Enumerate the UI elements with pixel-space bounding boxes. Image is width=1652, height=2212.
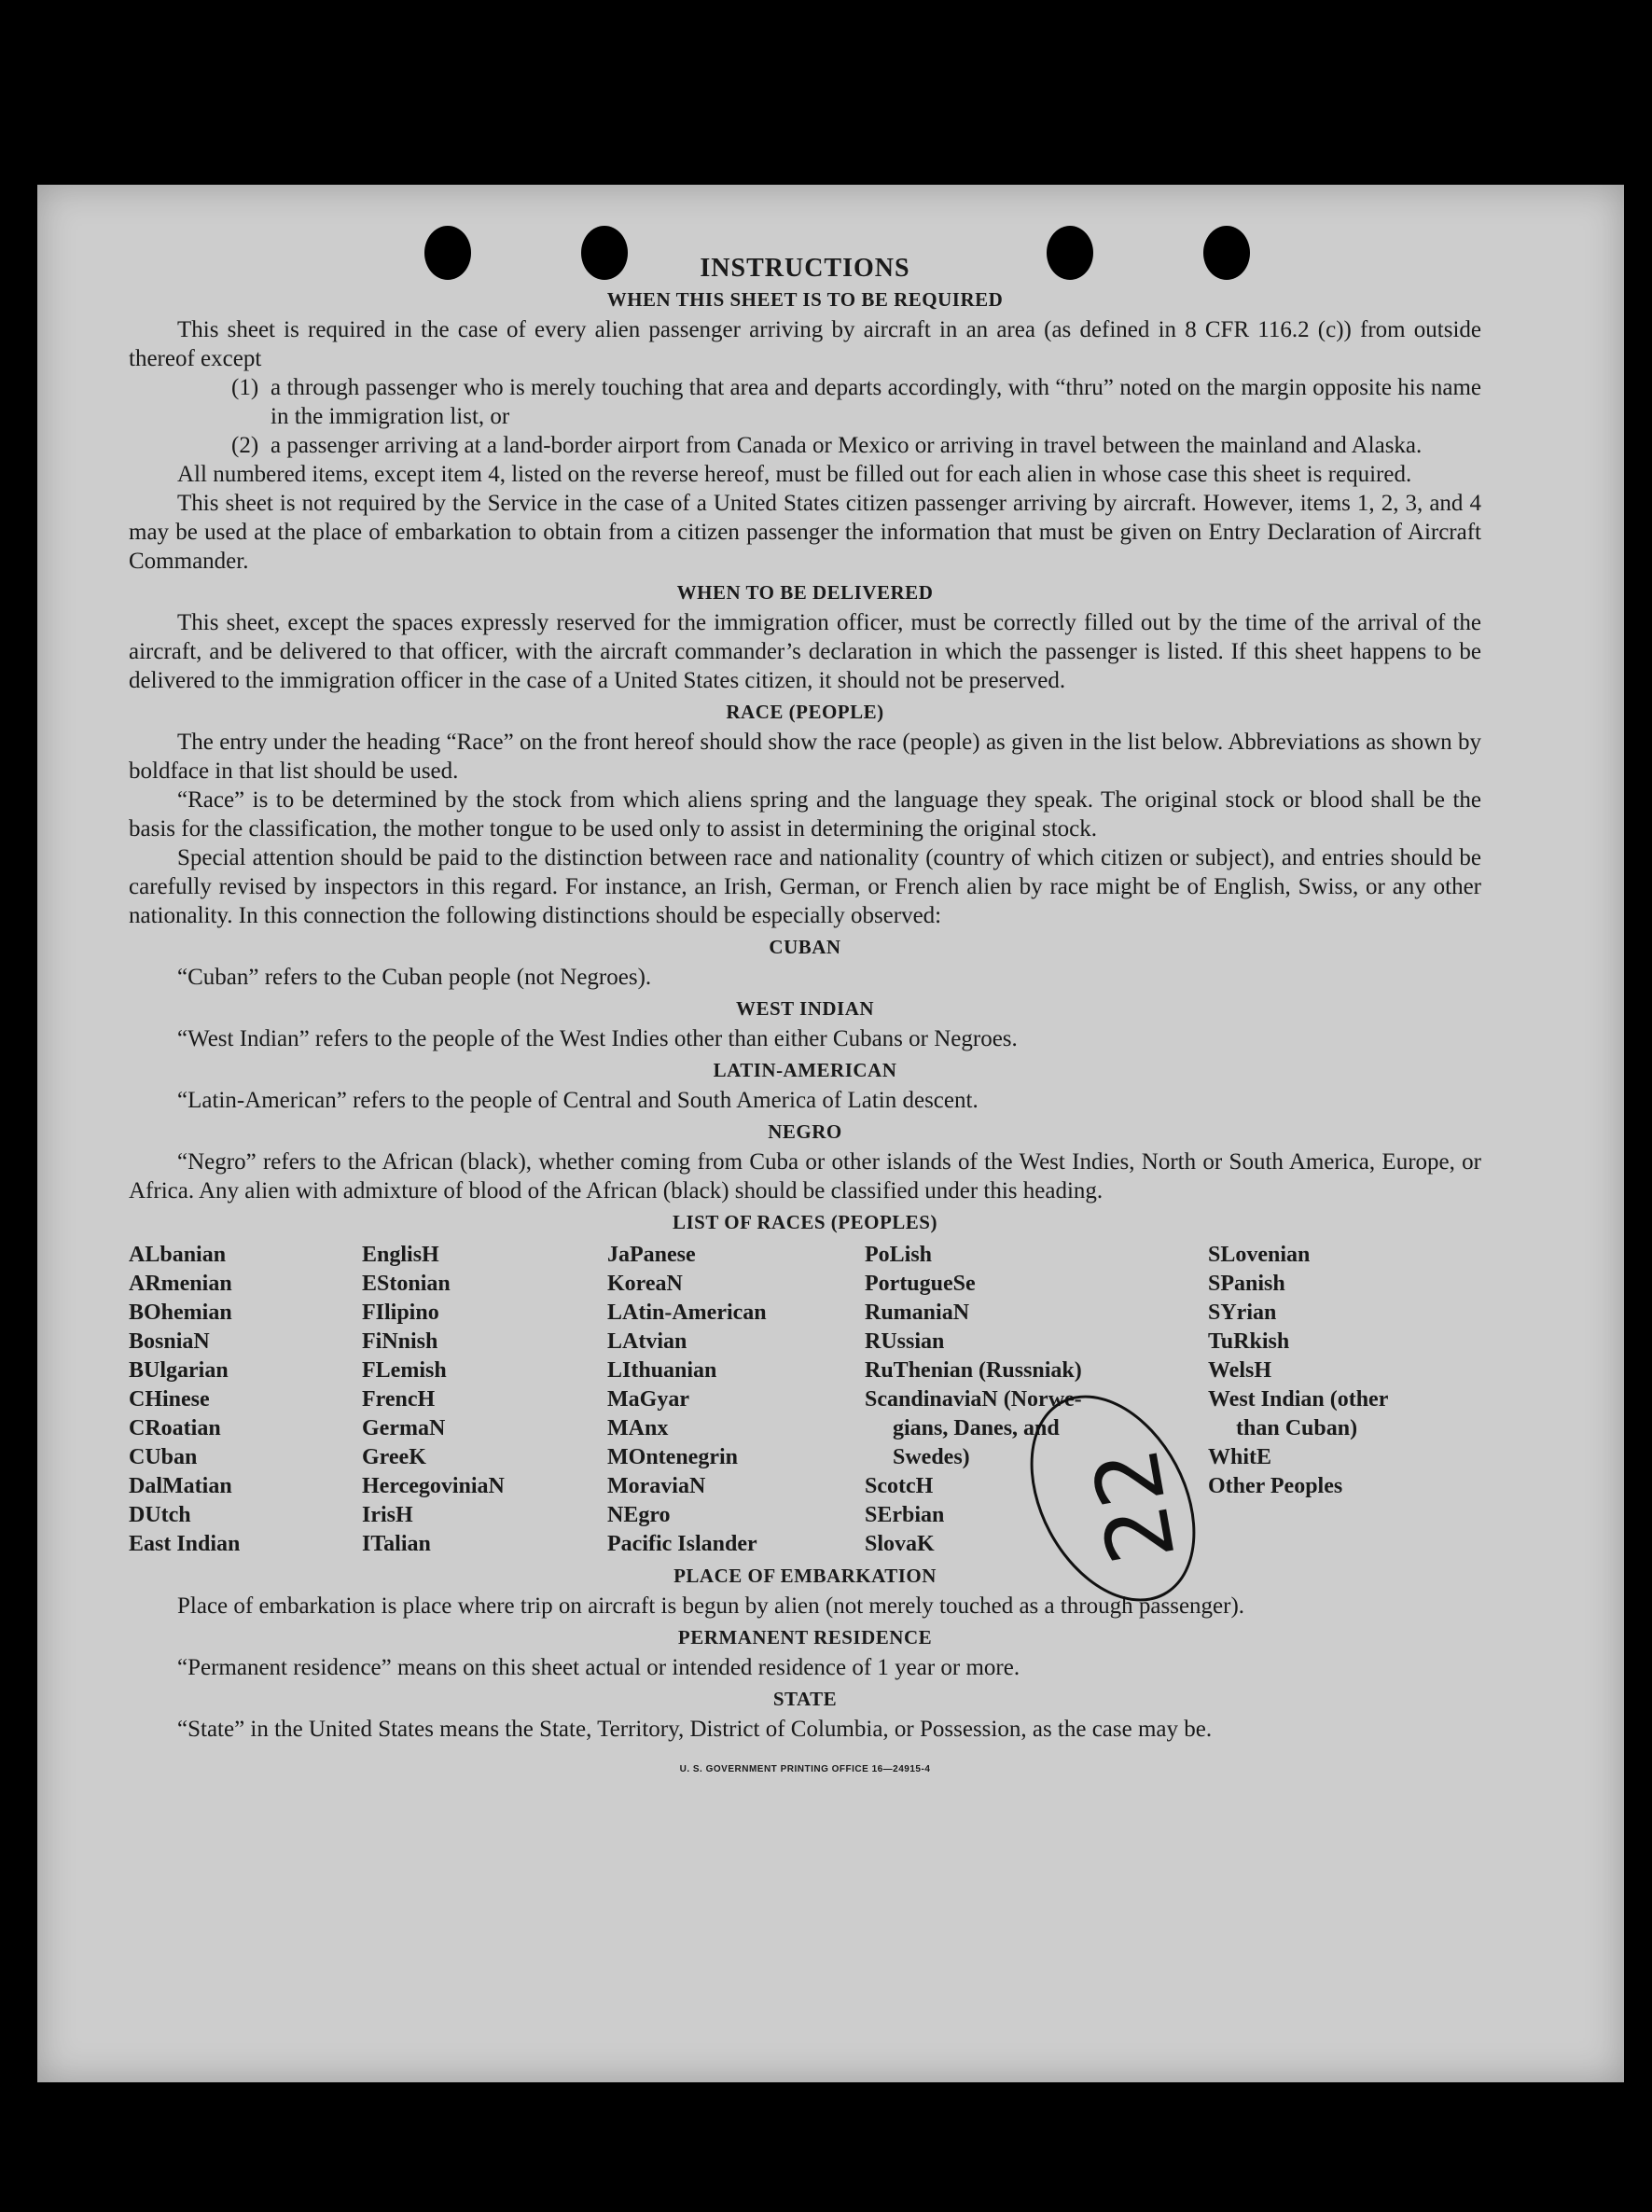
race-entry: CUban <box>129 1445 198 1469</box>
race-entry: GreeK <box>362 1445 426 1469</box>
race-entry: EnglisH <box>362 1243 439 1267</box>
race-entry: KoreaN <box>607 1272 683 1296</box>
race-entry: LIthuanian <box>607 1358 717 1383</box>
when-required-heading: WHEN THIS SHEET IS TO BE REQUIRED <box>606 288 1004 311</box>
race-entry: PoLish <box>865 1243 933 1267</box>
race-entry: ALbanian <box>129 1243 227 1267</box>
negro-heading: NEGRO <box>768 1120 842 1143</box>
race-entry: JaPanese <box>607 1243 696 1267</box>
races-list <box>129 1241 1481 1559</box>
race-entry: gians, Danes, and <box>893 1416 1060 1440</box>
west-indian-text: “West Indian” refers to the people of the West Indies other than either Cubans or Negroes. <box>177 1026 1018 1051</box>
when-delivered-heading: WHEN TO BE DELIVERED <box>676 581 934 604</box>
race-heading: RACE (PEOPLE) <box>726 701 884 723</box>
latin-american-heading: LATIN-AMERICAN <box>713 1059 897 1081</box>
instructions-content <box>129 254 1481 1784</box>
race-column <box>607 1241 865 1559</box>
race-entry: SErbian <box>865 1503 945 1527</box>
numbered-items-paragraph: All numbered items, except item 4, listed on the reverse hereof, must be filled out for each alien in whose case this sheet is required. <box>177 462 1412 487</box>
permanent-residence-heading: PERMANENT RESIDENCE <box>677 1626 933 1649</box>
negro-text: “Negro” refers to the African (black), whether coming from Cuba or other islands of the West Indies, North or South America, Europe, or Africa. Any alien with admixture of blood of the African (black) should be classified under this heading. <box>129 1149 1481 1203</box>
race-paragraph-3: Special attention should be paid to the distinction between race and nationality (country of which citizen or subject), and entries should be carefully revised by inspectors in this regard. For instance, an Irish, German, or French alien by race might be of English, Swiss, or any other nationality. In this connection the following distinctions should be especially observed: <box>129 845 1481 928</box>
race-entry: RuThenian (Russniak) <box>865 1358 1082 1383</box>
race-entry: West Indian (other <box>1208 1387 1389 1412</box>
race-entry: MaGyar <box>607 1387 689 1412</box>
document-sheet <box>37 185 1624 2082</box>
race-entry: ITalian <box>362 1532 431 1556</box>
race-entry: CHinese <box>129 1387 210 1412</box>
race-entry: PortugueSe <box>865 1272 976 1296</box>
item-number: (2) <box>231 433 259 458</box>
race-entry: FIlipino <box>362 1301 439 1325</box>
cuban-text: “Cuban” refers to the Cuban people (not Negroes). <box>177 965 652 990</box>
place-of-embarkation-heading: PLACE OF EMBARKATION <box>673 1565 937 1587</box>
race-column <box>1208 1241 1451 1559</box>
race-entry: SYrian <box>1208 1301 1277 1325</box>
place-of-embarkation-text: Place of embarkation is place where trip on aircraft is begun by alien (not merely touched as a through passenger). <box>177 1593 1245 1619</box>
list-of-races-heading: LIST OF RACES (PEOPLES) <box>673 1211 937 1233</box>
race-entry: SLovenian <box>1208 1243 1311 1267</box>
race-entry: BOhemian <box>129 1301 232 1325</box>
race-entry: HercegoviniaN <box>362 1474 505 1498</box>
when-required-intro: This sheet is required in the case of every alien passenger arriving by aircraft in an area (as defined in 8 CFR 116.2 (c)) from outside thereof except <box>129 317 1481 371</box>
race-entry: WhitE <box>1208 1445 1272 1469</box>
state-heading: STATE <box>772 1688 838 1710</box>
item-text: a passenger arriving at a land-border airport from Canada or Mexico or arriving in travel between the mainland and Alaska. <box>271 433 1423 458</box>
race-entry: ARmenian <box>129 1272 232 1296</box>
item-text: a through passenger who is merely touching that area and departs accordingly, with “thru” noted on the margin opposite his name in the immigration list, or <box>271 375 1481 429</box>
race-entry: BUlgarian <box>129 1358 229 1383</box>
race-entry: Other Peoples <box>1208 1474 1343 1498</box>
west-indian-heading: WEST INDIAN <box>735 997 875 1020</box>
race-column <box>362 1241 607 1559</box>
exception-item <box>231 373 1481 431</box>
instructions-title: INSTRUCTIONS <box>700 254 910 283</box>
race-entry: TuRkish <box>1208 1329 1290 1354</box>
race-entry: IrisH <box>362 1503 413 1527</box>
race-entry: DalMatian <box>129 1474 232 1498</box>
race-entry: SlovaK <box>865 1532 935 1556</box>
item-number: (1) <box>231 375 259 400</box>
stamp-number: 22 <box>1073 1440 1196 1571</box>
exception-item <box>231 431 1481 460</box>
cuban-heading: CUBAN <box>769 936 841 958</box>
race-entry: MOntenegrin <box>607 1445 738 1469</box>
race-entry: than Cuban) <box>1236 1416 1358 1440</box>
race-column <box>129 1241 362 1559</box>
race-entry: MAnx <box>607 1416 669 1440</box>
race-entry: GermaN <box>362 1416 446 1440</box>
latin-american-text: “Latin-American” refers to the people of Central and South America of Latin descent. <box>177 1088 979 1113</box>
permanent-residence-text: “Permanent residence” means on this sheet actual or intended residence of 1 year or more. <box>177 1655 1020 1680</box>
race-entry: NEgro <box>607 1503 671 1527</box>
race-entry: RUssian <box>865 1329 945 1354</box>
race-entry: EStonian <box>362 1272 451 1296</box>
race-entry: East Indian <box>129 1532 241 1556</box>
state-text: “State” in the United States means the State, Territory, District of Columbia, or Possession, as the case may be. <box>177 1717 1213 1742</box>
race-entry: MoraviaN <box>607 1474 706 1498</box>
race-entry: LAtvian <box>607 1329 687 1354</box>
race-paragraph-2: “Race” is to be determined by the stock from which aliens spring and the language they speak. The original stock or blood shall be the basis for the classification, the mother tongue to be used only to assist in determining the original stock. <box>129 787 1481 842</box>
race-entry: DUtch <box>129 1503 191 1527</box>
race-entry: SPanish <box>1208 1272 1285 1296</box>
race-paragraph-1: The entry under the heading “Race” on the front hereof should show the race (people) as given in the list below. Abbreviations as shown by boldface in that list should be used. <box>129 730 1481 784</box>
race-entry: CRoatian <box>129 1416 221 1440</box>
when-delivered-text: This sheet, except the spaces expressly reserved for the immigration officer, must be correctly filled out by the time of the arrival of the aircraft, and be delivered to that officer, with the aircraft commander’s declaration in which the passenger is listed. If this sheet happens to be delivered to the immigration officer in the case of a United States citizen, it should not be preserved. <box>129 610 1481 693</box>
citizen-paragraph: This sheet is not required by the Service in the case of a United States citizen passenger arriving by aircraft. However, items 1, 2, 3, and 4 may be used at the place of embarkation to obtain from a citizen passenger the information that must be given on Entry Declaration of Aircraft Commander. <box>129 491 1481 574</box>
race-entry: LAtin-American <box>607 1301 767 1325</box>
race-entry: Pacific Islander <box>607 1532 757 1556</box>
race-entry: ScotcH <box>865 1474 934 1498</box>
race-entry: FrencH <box>362 1387 436 1412</box>
race-entry: FiNnish <box>362 1329 438 1354</box>
race-entry: FLemish <box>362 1358 447 1383</box>
race-entry: Swedes) <box>893 1445 970 1469</box>
race-entry: WelsH <box>1208 1358 1272 1383</box>
race-entry: BosniaN <box>129 1329 210 1354</box>
race-entry: ScandinaviaN (Norwe- <box>865 1387 1082 1412</box>
printer-imprint: U. S. GOVERNMENT PRINTING OFFICE 16—24915-4 <box>679 1764 931 1774</box>
race-entry: RumaniaN <box>865 1301 970 1325</box>
